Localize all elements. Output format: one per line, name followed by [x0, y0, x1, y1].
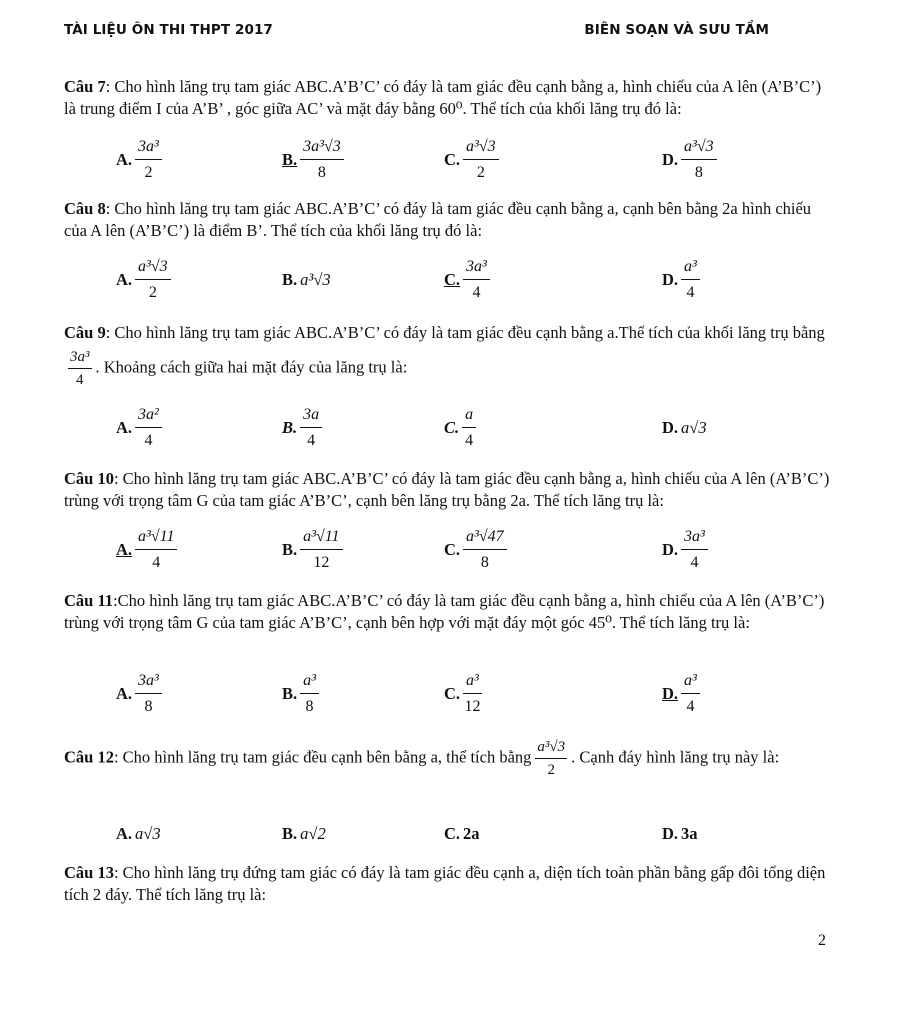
- answer-options: [64, 666, 836, 722]
- question-text-after: . Cạnh đáy hình lăng trụ này là:: [571, 747, 780, 767]
- option-c: C. $\frac{\text{a³√47}}{8}$: [444, 522, 507, 578]
- option-d: D. $\frac{\text{a³}}{4}$: [662, 252, 700, 308]
- question-label: Câu 7: [64, 77, 106, 96]
- answer-options: [64, 252, 836, 308]
- question-8: [64, 198, 836, 301]
- question-12: [64, 738, 836, 843]
- page-header: [64, 22, 769, 38]
- question-text: : Cho hình lăng trụ đứng tam giác có đáy là tam giác đều cạnh a, diện tích toàn phần bằng gấp đôi tổng diện tích 2 đáy. Thể tích lăng trụ là:: [64, 863, 826, 904]
- question-text: : Cho hình lăng trụ tam giác ABC.A’B’C’ có đáy là tam giác đều cạnh bằng a.Thể tích của khối lăng trụ bằng: [105, 323, 825, 342]
- option-d: D. a√3: [662, 418, 707, 437]
- option-a: A. a√3: [116, 824, 161, 843]
- question-text: : Cho hình lăng trụ tam giác ABC.A’B’C’ có đáy là tam giác đều cạnh bằng a, hình chiếu của A lên (A’B’C’) trùng với trọng tâm G của tam giác A’B’C’, cạnh bên lăng trụ bằng 2a. Thể tích lăng trụ là:: [64, 469, 830, 510]
- question-13: [64, 862, 836, 906]
- option-d: D. $\frac{\text{a³}}{4}$: [662, 666, 700, 722]
- option-b: B. $\frac{3a}{4}$: [282, 400, 322, 456]
- question-text: :Cho hình lăng trụ tam giác ABC.A’B’C’ có đáy là tam giác đều cạnh bằng a, hình chiếu của A lên (A’B’C’) trùng với trọng tâm G của tam giác A’B’C’, cạnh bên hợp với mặt đáy một góc 45⁰. Thể tích lăng trụ là:: [64, 591, 825, 632]
- answer-options: [64, 522, 836, 578]
- option-b: B. $\frac{\text{3a³√3}}{8}$: [282, 132, 344, 188]
- option-c: C. $\frac{\text{a³}}{12}$: [444, 672, 481, 715]
- option-d: D. $\frac{\text{3a³}}{4}$: [662, 522, 708, 578]
- question-label: Câu 8: [64, 199, 106, 218]
- option-c: C. $\frac{\text{3a³}}{4}$: [444, 252, 490, 308]
- question-label: Câu 11: [64, 591, 114, 610]
- option-a: A. $\frac{\text{a³√11}}{4}$: [116, 522, 177, 578]
- question-label: Câu 12: [64, 747, 114, 767]
- inline-fraction: $\frac{\text{3a³}}{4}$: [70, 349, 90, 388]
- question-text: : Cho hình lăng trụ tam giác ABC.A’B’C’ có đáy là tam giác đều cạnh bằng a, cạnh bên bằng 2a hình chiếu của A lên (A’B’C’) là điểm B’. Thể tích của khối lăng trụ đó là:: [64, 199, 812, 240]
- question-text: : Cho hình lăng trụ tam giác ABC.A’B’C’ có đáy là tam giác đều cạnh bằng a, hình chiếu của A lên (A’B’C’) là trung điểm I của A’B’ , góc giữa AC’ và mặt đáy bằng 60⁰. Thể tích của khối lăng trụ đó là:: [64, 77, 822, 118]
- option-a: A. $\frac{\text{3a³}}{8}$: [116, 666, 162, 722]
- option-d: D. $\frac{\text{a³√3}}{8}$: [662, 132, 717, 188]
- question-label: Câu 10: [64, 469, 114, 488]
- question-11: [64, 590, 836, 715]
- option-b: B. $\frac{\text{a³√11}}{12}$: [282, 522, 343, 578]
- answer-options: [64, 806, 836, 862]
- page-number: 2: [818, 932, 826, 949]
- option-c: C. $\frac{a}{4}$: [444, 400, 476, 456]
- option-d: D. 3a: [662, 824, 698, 843]
- header-left: TÀI LIỆU ÔN THI THPT 2017: [64, 22, 273, 38]
- option-c: C. $\frac{\text{a³√3}}{2}$: [444, 132, 499, 188]
- option-b: B. $\frac{\text{a³}}{8}$: [282, 666, 319, 722]
- question-label: Câu 13: [64, 863, 114, 882]
- answer-options: [64, 400, 836, 456]
- question-7: [64, 76, 836, 181]
- option-c: C. 2a: [444, 824, 480, 843]
- question-10: [64, 468, 836, 571]
- question-label: Câu 9: [64, 323, 106, 342]
- question-9: [64, 318, 836, 449]
- option-a: A. $\frac{\text{3a³}}{2}$: [116, 132, 162, 188]
- question-text: : Cho hình lăng trụ tam giác đều cạnh bên bằng a, thể tích bằng: [113, 747, 532, 767]
- question-text-after: . Khoảng cách giữa hai mặt đáy của lăng trụ là:: [95, 357, 408, 377]
- answer-options: [64, 132, 836, 188]
- option-b: B. a√2: [282, 824, 326, 843]
- header-right: BIÊN SOẠN VÀ SƯU TẦM: [584, 22, 769, 38]
- option-a: A. $\frac{\text{3a²}}{4}$: [116, 400, 162, 456]
- inline-fraction: $\frac{\text{a³√3}}{2}$: [537, 739, 566, 778]
- option-b: B. a³√3: [282, 270, 331, 289]
- option-a: A. $\frac{\text{a³√3}}{2}$: [116, 252, 171, 308]
